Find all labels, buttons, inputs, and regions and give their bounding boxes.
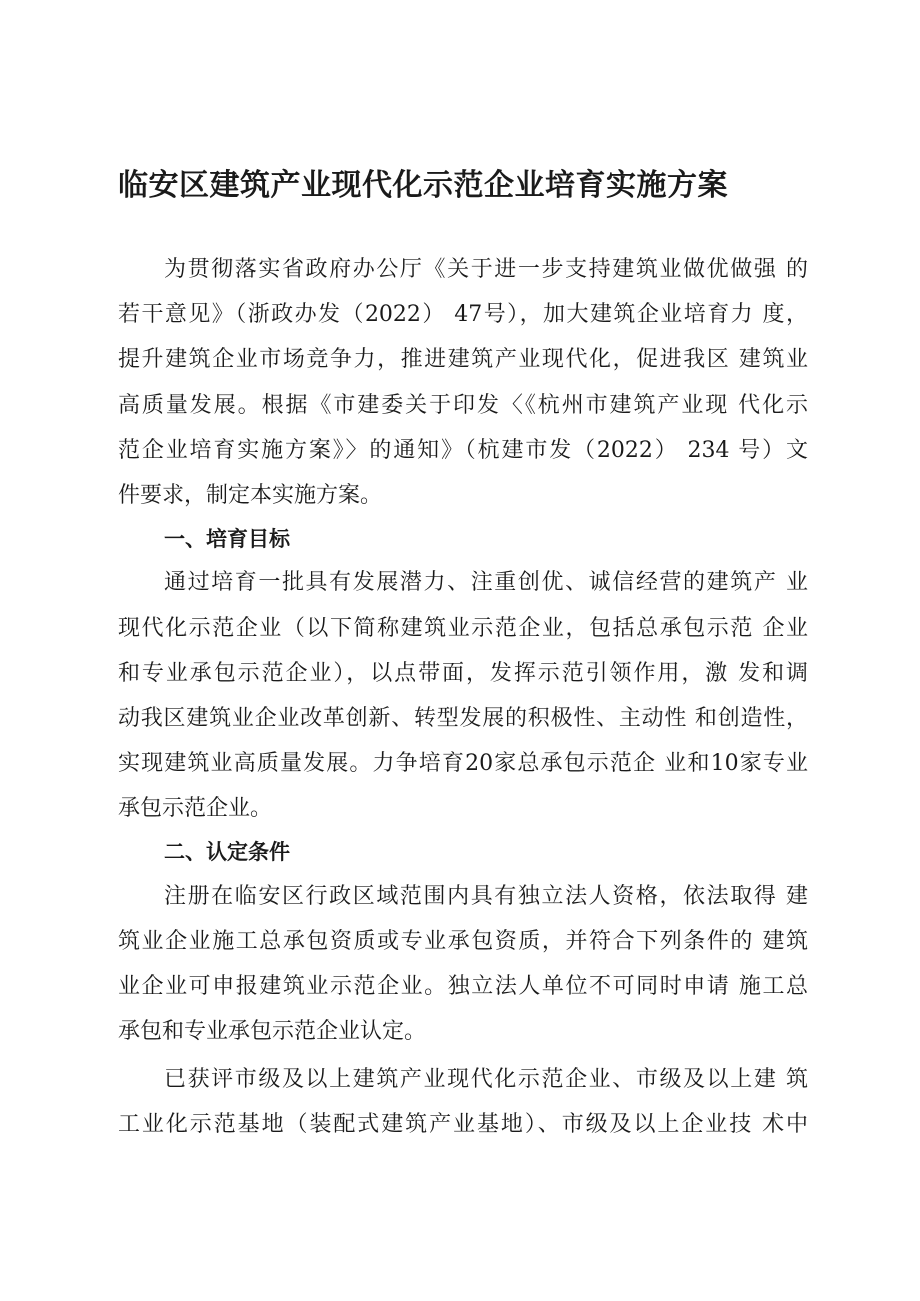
section-heading-goals: 一、培育目标 <box>164 527 290 551</box>
document-title: 临安区建筑产业现代化示范企业培育实施方案 <box>118 168 728 203</box>
intro-line: 为贯彻落实省政府办公厅《关于进一步支持建筑业做优做强 的 <box>164 257 808 282</box>
section2-line: 承包和专业承包示范企业认定。 <box>118 1019 427 1044</box>
section2-line: 业企业可申报建筑业示范企业。独立法人单位不可同时申请 施工总 <box>118 974 808 999</box>
section2-line: 注册在临安区行政区域范围内具有独立法人资格，依法取得 建 <box>164 884 808 909</box>
intro-line: 高质量发展。根据《市建委关于印发〈《杭州市建筑产业现 代化示 <box>118 393 808 418</box>
section2-line: 工业化示范基地（装配式建筑产业基地）、市级及以上企业技 术中 <box>118 1112 808 1137</box>
section1-line: 实现建筑业高质量发展。力争培育20家总承包示范企 业和10家专业 <box>118 751 808 776</box>
intro-line: 提升建筑企业市场竞争力，推进建筑产业现代化，促进我区 建筑业 <box>118 347 808 372</box>
section1-line: 动我区建筑业企业改革创新、转型发展的积极性、主动性 和创造性， <box>118 706 808 731</box>
intro-line: 范企业培育实施方案》〉的通知》（杭建市发（2022） 234 号）文 <box>118 438 808 463</box>
intro-line: 若干意见》（浙政办发（2022） 47号），加大建筑企业培育力 度， <box>118 302 808 327</box>
section1-line: 现代化示范企业（以下简称建筑业示范企业，包括总承包示范 企业 <box>118 616 808 641</box>
section2-line: 筑业企业施工总承包资质或专业承包资质，并符合下列条件的 建筑 <box>118 929 808 954</box>
section-heading-conditions: 二、认定条件 <box>164 840 290 864</box>
section2-line: 已获评市级及以上建筑产业现代化示范企业、市级及以上建 筑 <box>164 1067 808 1092</box>
section1-line: 承包示范企业。 <box>118 796 273 821</box>
section1-line: 和专业承包示范企业），以点带面，发挥示范引领作用，激 发和调 <box>118 661 808 686</box>
intro-line: 件要求，制定本实施方案。 <box>118 483 383 508</box>
section1-line: 通过培育一批具有发展潜力、注重创优、诚信经营的建筑产 业 <box>164 570 808 595</box>
